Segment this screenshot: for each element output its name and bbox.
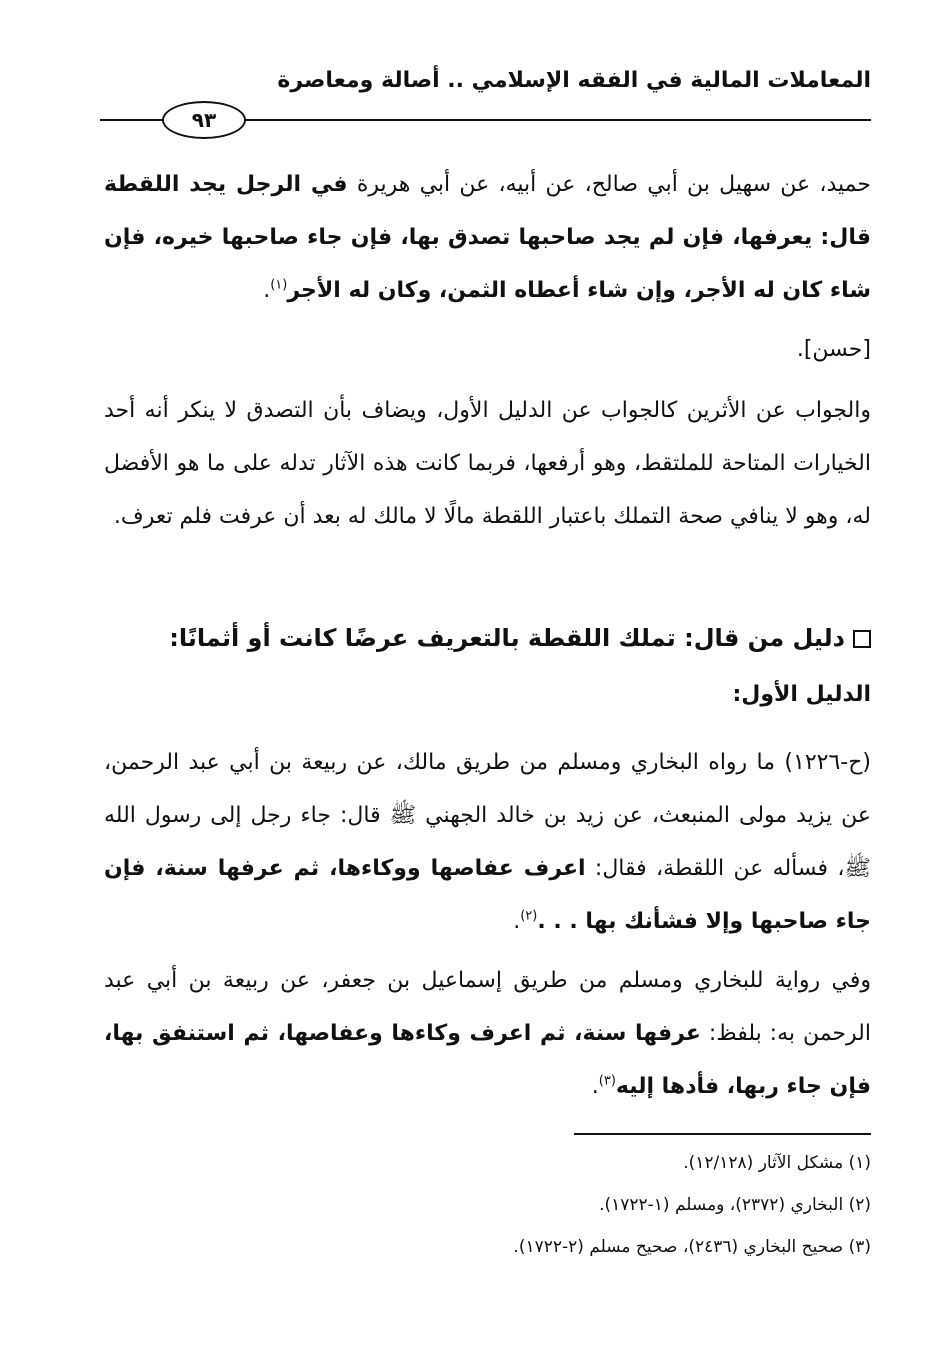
footnote-2: (٢) البخاري (٢٣٧٢)، ومسلم (١-١٧٢٢). <box>599 1195 871 1215</box>
paragraph-3-end: . <box>513 909 521 934</box>
paragraph-4-end: . <box>591 1074 599 1099</box>
hadith-grade: [حسن]. <box>796 337 871 362</box>
footnote-marker-2: (٢) <box>520 908 538 924</box>
footnote-rule <box>574 1133 871 1135</box>
hadith-grade-block <box>104 323 871 376</box>
paragraph-4 <box>104 954 871 1113</box>
footnote-marker-1: (١) <box>270 277 288 293</box>
paragraph-4-quote: عرفها سنة، ثم اعرف وكاءها وعفاصها، ثم استنفق بها، فإن جاء ربها، فأدها إليه <box>104 1021 871 1099</box>
section-heading: دليل من قال: تملك اللقطة بالتعريف عرضًا كانت أو أثمانًا: <box>169 624 845 652</box>
paragraph-2-text: والجواب عن الأثرين كالجواب عن الدليل الأول، ويضاف بأن التصدق لا ينكر أنه أحد الخيارات المتاحة للملتقط، وهو أرفعها، فربما كانت هذه الآثار تدله على ما هو الأفضل له، وهو لا ينافي صحة التملك باعتبار اللقطة مالًا لا مالك له بعد أن عرفت فلم تعرف. <box>104 398 871 529</box>
paragraph-1-text: حميد، عن سهيل بن أبي صالح، عن أبيه، عن أبي هريرة <box>347 172 871 197</box>
paragraph-3-quote: اعرف عفاصها ووكاءها، ثم عرفها سنة، فإن جاء صاحبها وإلا فشأنك بها . . . <box>104 856 871 934</box>
footnote-1: (١) مشكل الآثار (١٢/١٢٨). <box>683 1153 871 1173</box>
paragraph-1-quote: في الرجل يجد اللقطة قال: يعرفها، فإن لم يجد صاحبها تصدق بها، فإن جاء صاحبها خيره، فإن شاء كان له الأجر، وإن شاء أعطاه الثمن، وكان له الأجر <box>104 172 871 303</box>
checkbox-square-icon <box>853 630 871 648</box>
paragraph-1 <box>104 158 871 317</box>
subheading-block <box>104 670 871 720</box>
subheading: الدليل الأول: <box>732 682 871 707</box>
footnote-3: (٣) صحيح البخاري (٢٤٣٦)، صحيح مسلم (٢-١٧٢٢). <box>513 1237 871 1257</box>
paragraph-3-text: (ح-١٢٢٦) ما رواه البخاري ومسلم من طريق مالك، عن ربيعة بن أبي عبد الرحمن، عن يزيد مولى المنبعث، عن زيد بن خالد الجهني ﷺ قال: جاء رجل إلى رسول الله ﷺ، فسأله عن اللقطة، فقال: <box>104 750 871 881</box>
running-title: المعاملات المالية في الفقه الإسلامي .. أصالة ومعاصرة <box>277 68 871 93</box>
section-heading-block <box>104 612 871 664</box>
page-number: ٩٣ <box>162 101 246 139</box>
header-rule <box>243 119 871 121</box>
paragraph-2 <box>104 384 871 543</box>
paragraph-4-text: وفي رواية للبخاري ومسلم من طريق إسماعيل بن جعفر، عن ربيعة بن أبي عبد الرحمن به: بلفظ: <box>104 968 871 1046</box>
paragraph-3 <box>104 736 871 948</box>
header-rule-left <box>100 119 164 121</box>
footnote-marker-3: (٣) <box>598 1073 616 1089</box>
paragraph-1-end: . <box>263 278 271 303</box>
